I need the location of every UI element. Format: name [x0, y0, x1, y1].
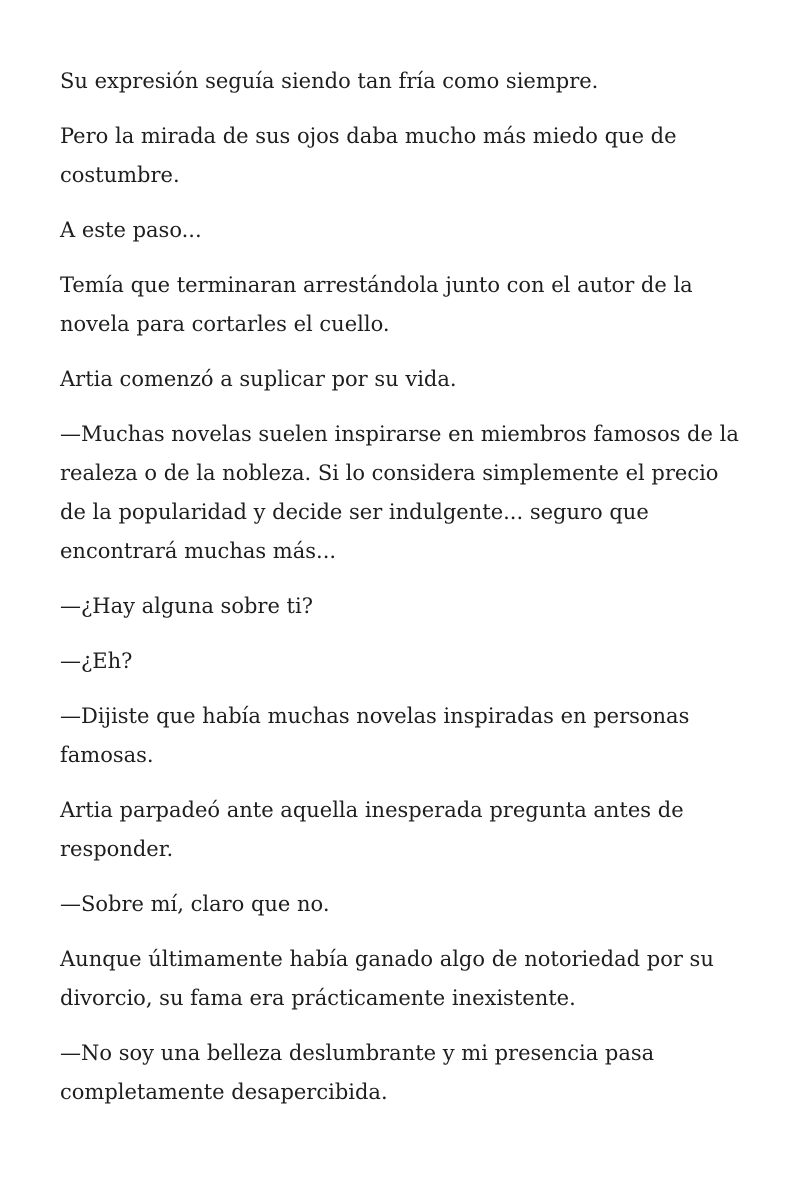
paragraph: Temía que terminaran arrestándola junto con el autor de la novela para cortarles el cuello.: [60, 273, 693, 336]
paragraph: Artia comenzó a suplicar por su vida.: [60, 367, 457, 391]
paragraph: —No soy una belleza deslumbrante y mi presencia pasa completamente desapercibida.: [60, 1041, 655, 1104]
paragraph: Aunque últimamente había ganado algo de notoriedad por su divorcio, su fama era prácticamente inexistente.: [60, 947, 714, 1010]
paragraph: —Muchas novelas suelen inspirarse en miembros famosos de la realeza o de la nobleza. Si lo considera simplemente el precio de la popularidad y decide ser indulgente... seguro que encontrará muchas más...: [60, 422, 739, 563]
paragraph: —Dijiste que había muchas novelas inspiradas en personas famosas.: [60, 704, 690, 767]
paragraph: —¿Hay alguna sobre ti?: [60, 594, 313, 618]
paragraph: Pero la mirada de sus ojos daba mucho más miedo que de costumbre.: [60, 124, 677, 187]
paragraph: Artia parpadeó ante aquella inesperada pregunta antes de responder.: [60, 798, 684, 861]
reader-page: [60, 62, 750, 1128]
paragraph: —Sobre mí, claro que no.: [60, 892, 330, 916]
paragraph: Su expresión seguía siendo tan fría como siempre.: [60, 69, 599, 93]
paragraph: A este paso...: [60, 218, 202, 242]
paragraph: —¿Eh?: [60, 649, 133, 673]
